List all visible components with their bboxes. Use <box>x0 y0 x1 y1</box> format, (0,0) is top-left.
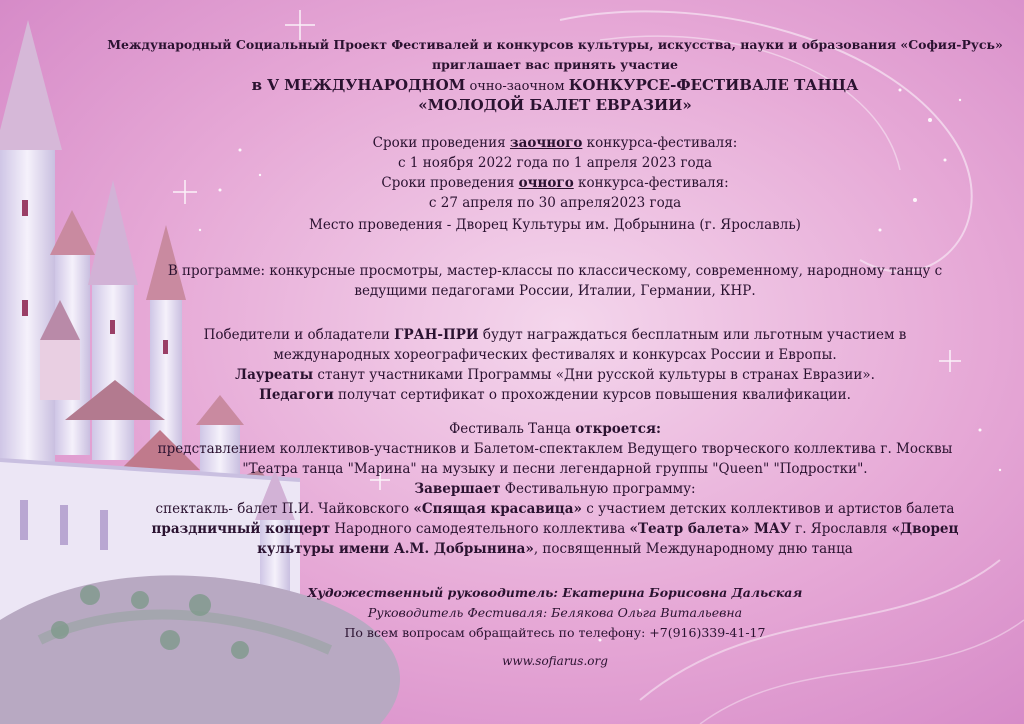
l4e: «Дворец <box>891 521 959 537</box>
awards-line-3 <box>90 366 1020 384</box>
remote-a: Сроки проведения <box>372 135 510 151</box>
l4c: «Театр балета» МАУ <box>629 521 791 537</box>
awards-1c: будут награждаться бесплатным или льготным участием в <box>478 327 907 343</box>
opening-heading <box>90 420 1020 438</box>
awards-1a: Победители и обладатели <box>203 327 395 343</box>
l5a: культуры имени А.М. Добрынина» <box>257 541 534 557</box>
closing-line-2 <box>90 520 1020 538</box>
inperson-dates-range: с 27 апреля по 30 апреля2023 года <box>428 195 682 211</box>
awards-1b: ГРАН-ПРИ <box>394 327 479 343</box>
awards-line-1 <box>90 326 1020 344</box>
remote-b: заочного <box>509 135 583 151</box>
opening-head-a: Фестиваль Танца <box>449 421 576 437</box>
title-part-c: КОНКУРСЕ-ФЕСТИВАЛЕ ТАНЦА <box>568 76 859 94</box>
inperson-c: конкурса-фестиваля: <box>573 175 729 191</box>
l4b: Народного самодеятельного коллектива <box>330 521 630 537</box>
l3b: «Спящая красавица» <box>413 501 582 517</box>
invite-line: приглашает вас принять участие <box>431 57 679 72</box>
program-line-1: В программе: конкурсные просмотры, мастер-классы по классическому, современному, народному танцу с <box>167 263 943 279</box>
title-part-a: в V МЕЖДУНАРОДНОМ <box>251 76 466 94</box>
inperson-b: очного <box>518 175 574 191</box>
awards-4b: получат сертификат о прохождении курсов повышения квалификации. <box>333 387 851 403</box>
close-b: Фестивальную программу: <box>500 481 696 497</box>
l3a: спектакль- балет П.И. Чайковского <box>155 501 414 517</box>
art-director-line: Художественный руководитель: Екатерина Борисовна Дальская <box>307 585 803 600</box>
awards-line-2: международных хореографических фестивалях и конкурсах России и Европы. <box>273 347 837 363</box>
opening-line-1: представлением коллективов-участников и Балетом-спектаклем Ведущего творческого коллектива г. Москвы <box>157 441 953 457</box>
remote-dates-heading <box>90 134 1020 152</box>
l5b: , посвященный Международному дню танца <box>533 541 853 557</box>
awards-line-4 <box>90 386 1020 404</box>
opening-head-b: откроется: <box>575 421 661 437</box>
closing-line-3 <box>90 540 1020 558</box>
website-link[interactable]: www.sofiarus.org <box>502 654 608 668</box>
remote-dates-range: с 1 ноября 2022 года по 1 апреля 2023 года <box>397 155 713 171</box>
closing-heading <box>90 480 1020 498</box>
venue-line: Место проведения - Дворец Культуры им. Добрынина (г. Ярославль) <box>309 217 801 233</box>
l4a: праздничный концерт <box>151 521 331 537</box>
festival-title-line <box>90 76 1020 96</box>
inperson-a: Сроки проведения <box>381 175 519 191</box>
close-a: Завершает <box>414 481 501 497</box>
l4d: г. Ярославля <box>790 521 892 537</box>
closing-line-1 <box>90 500 1020 518</box>
awards-3b: станут участниками Программы «Дни русской культуры в странах Евразии». <box>313 367 875 383</box>
awards-3a: Лауреаты <box>235 367 314 383</box>
festival-name: «МОЛОДОЙ БАЛЕТ ЕВРАЗИИ» <box>418 96 692 114</box>
remote-c: конкурса-фестиваля: <box>582 135 738 151</box>
festival-director-line: Руководитель Фестиваля: Белякова Ольга Витальевна <box>367 605 743 620</box>
l3c: с участием детских коллективов и артистов балета <box>581 501 955 517</box>
awards-4a: Педагоги <box>259 387 334 403</box>
opening-line-2: "Театра танца "Марина" на музыку и песни легендарной группы "Queen" "Подростки". <box>242 461 868 477</box>
organizer-line: Международный Социальный Проект Фестивалей и конкурсов культуры, искусства, науки и образования «София-Русь» <box>107 37 1003 52</box>
program-line-2: ведущими педагогами России, Италии, Германии, КНР. <box>354 283 756 299</box>
inperson-dates-heading <box>90 174 1020 192</box>
phone-line: По всем вопросам обращайтесь по телефону: +7(916)339-41-17 <box>344 625 766 640</box>
title-part-b: очно-заочном <box>465 79 569 94</box>
